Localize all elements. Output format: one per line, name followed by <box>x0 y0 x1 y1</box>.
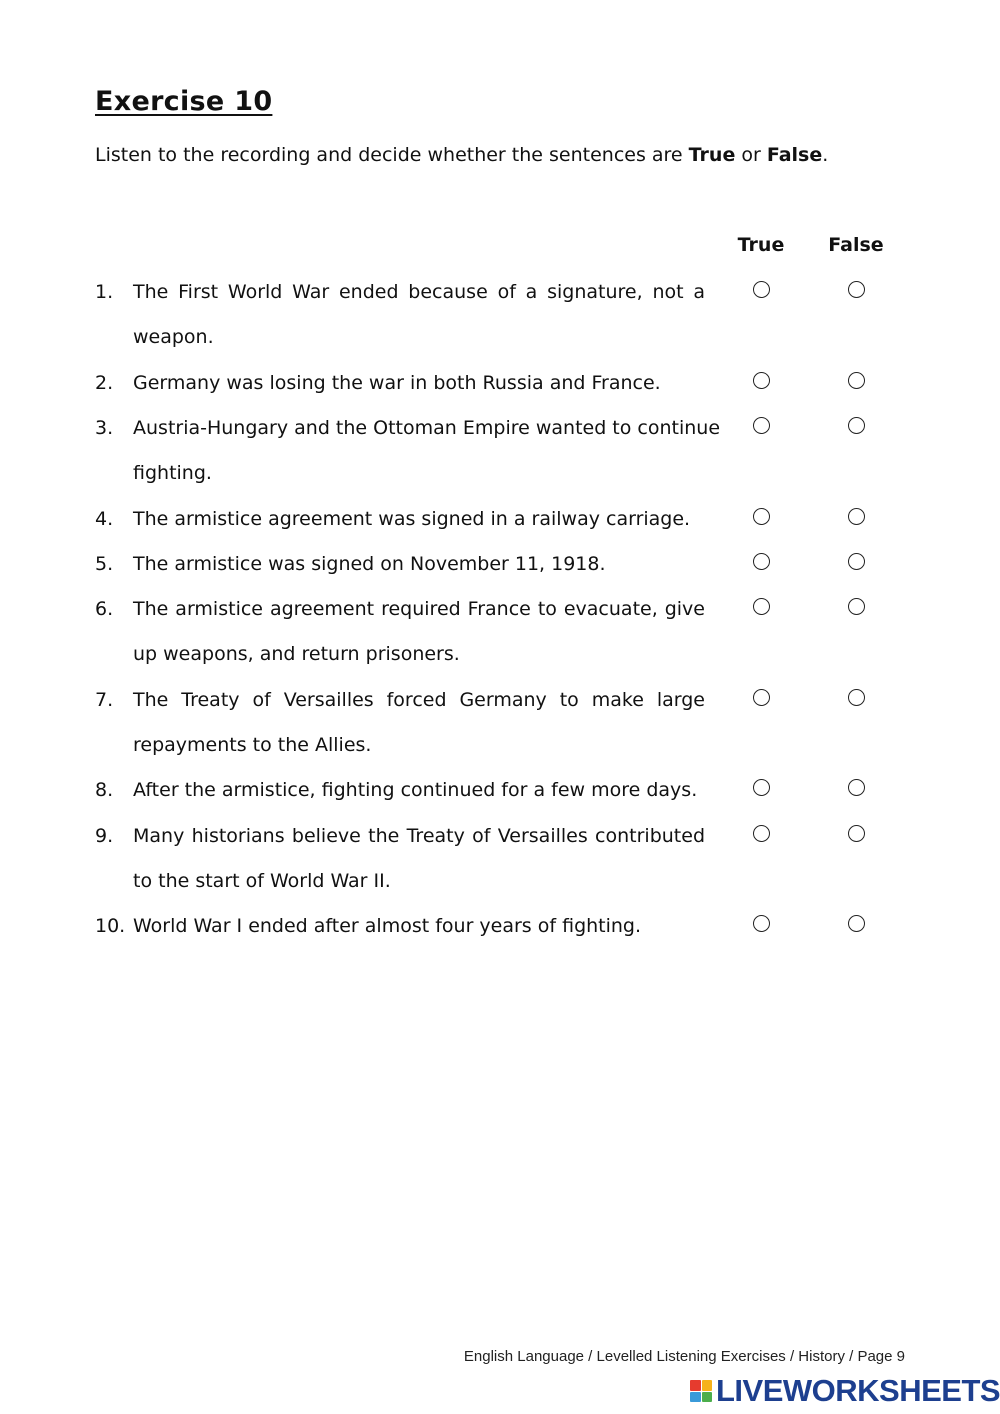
question-text-line: weapon. <box>133 326 214 349</box>
false-column-header: False <box>828 234 884 256</box>
false-radio-button[interactable] <box>848 553 865 570</box>
false-radio-button[interactable] <box>848 417 865 434</box>
liveworksheets-brand <box>690 1374 1000 1408</box>
true-radio-button[interactable] <box>753 825 770 842</box>
true-radio-button[interactable] <box>753 281 770 298</box>
question-text-line: World War I ended after almost four years of fighting. <box>133 915 642 938</box>
question-number: 10. <box>95 915 126 938</box>
question-number: 2. <box>95 371 114 394</box>
question-text-line: up weapons, and return prisoners. <box>133 643 460 666</box>
true-radio-button[interactable] <box>753 915 770 932</box>
question-text-line: The armistice agreement required France to evacuate, give <box>133 598 705 621</box>
brand-name: LIVEWORKSHEETS <box>716 1373 1000 1408</box>
question-text-line: fighting. <box>133 462 212 485</box>
true-radio-button[interactable] <box>753 553 770 570</box>
true-radio-button[interactable] <box>753 598 770 615</box>
question-text-line: Germany was losing the war in both Russia and France. <box>133 371 661 394</box>
false-radio-button[interactable] <box>848 825 865 842</box>
question-number: 5. <box>95 552 114 575</box>
false-radio-button[interactable] <box>848 598 865 615</box>
question-number: 9. <box>95 824 114 847</box>
false-radio-button[interactable] <box>848 281 865 298</box>
false-radio-button[interactable] <box>848 779 865 796</box>
question-text-line: The First World War ended because of a signature, not a <box>133 281 705 303</box>
question-number: 1. <box>95 281 114 303</box>
question-number: 6. <box>95 598 114 621</box>
question-text-line: After the armistice, fighting continued for a few more days. <box>133 779 698 802</box>
true-radio-button[interactable] <box>753 689 770 706</box>
page-footer: English Language / Levelled Listening Exercises / History / Page 9 <box>463 1348 905 1365</box>
question-text-line: The armistice agreement was signed in a railway carriage. <box>133 507 691 530</box>
false-radio-button[interactable] <box>848 689 865 706</box>
question-number: 8. <box>95 779 114 802</box>
question-text-line: The armistice was signed on November 11, 1918. <box>133 552 606 575</box>
question-text-line: repayments to the Allies. <box>133 734 372 756</box>
true-radio-button[interactable] <box>753 372 770 389</box>
false-radio-button[interactable] <box>848 508 865 525</box>
instruction-false-word: False <box>766 144 823 166</box>
question-text-line: Austria-Hungary and the Ottoman Empire wanted to continue <box>133 416 721 439</box>
question-number: 3. <box>95 416 114 439</box>
question-text-line: The Treaty of Versailles forced Germany to make large <box>133 688 705 711</box>
true-radio-button[interactable] <box>753 508 770 525</box>
instruction-middle: or <box>735 144 767 166</box>
instruction-text <box>95 144 828 166</box>
question-number: 4. <box>95 507 114 530</box>
true-radio-button[interactable] <box>753 417 770 434</box>
instruction-true-word: True <box>688 144 736 166</box>
question-number: 7. <box>95 688 114 711</box>
false-radio-button[interactable] <box>848 372 865 389</box>
instruction-prefix: Listen to the recording and decide whether the sentences are <box>95 144 689 166</box>
question-text-line: to the start of World War II. <box>133 869 391 892</box>
instruction-suffix: . <box>822 144 829 166</box>
exercise-title: Exercise 10 <box>95 86 273 117</box>
false-radio-button[interactable] <box>848 915 865 932</box>
question-text-line: Many historians believe the Treaty of Versailles contributed <box>133 824 705 847</box>
liveworksheets-logo-icon <box>690 1380 712 1402</box>
true-column-header: True <box>737 234 785 256</box>
true-radio-button[interactable] <box>753 779 770 796</box>
